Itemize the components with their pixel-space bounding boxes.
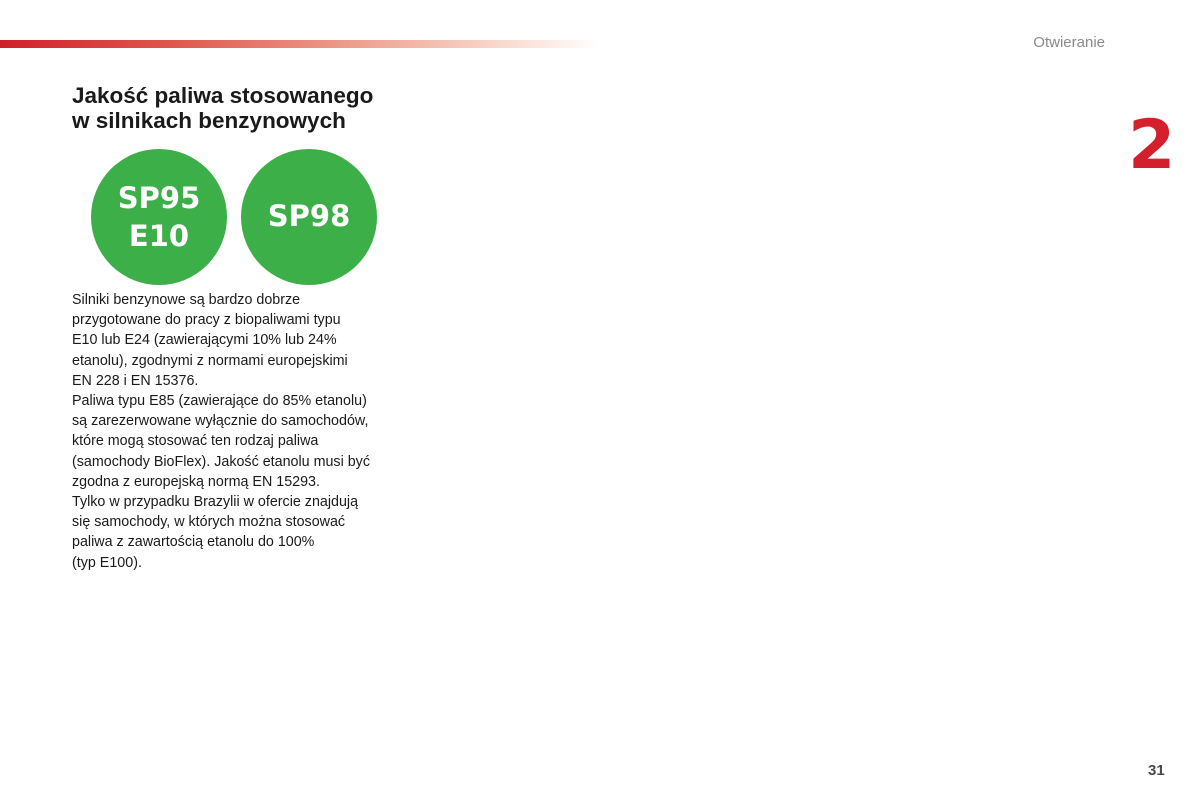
body-line: paliwa z zawartością etanolu do 100%: [72, 534, 315, 551]
body-line: EN 228 i EN 15376.: [72, 372, 199, 389]
fuel-badge-sp98: [241, 149, 377, 285]
section-label: Otwieranie: [1033, 34, 1105, 51]
header-accent-bar: [0, 40, 600, 48]
body-line: (samochody BioFlex). Jakość etanolu musi być: [72, 453, 370, 470]
page-number: 31: [1148, 762, 1165, 779]
body-line: które mogą stosować ten rodzaj paliwa: [72, 433, 319, 450]
fuel-badge-label: E10: [128, 219, 190, 253]
body-line: są zarezerwowane wyłącznie do samochodów,: [72, 413, 369, 430]
body-line: Paliwa typu E85 (zawierające do 85% etanolu): [72, 393, 367, 410]
body-line: (typ E100).: [72, 554, 142, 571]
body-line: zgodna z europejską normą EN 15293.: [72, 473, 320, 490]
body-line: się samochody, w których można stosować: [72, 514, 346, 531]
page-title-line: Jakość paliwa stosowanego: [72, 83, 374, 108]
fuel-badge-label: SP95: [117, 181, 201, 215]
fuel-badge-label: SP98: [267, 199, 351, 233]
page-title-line: w silnikach benzynowych: [72, 108, 346, 133]
fuel-badge-sp95-e10: [91, 149, 227, 285]
page-title: [72, 83, 432, 133]
body-line: przygotowane do pracy z biopaliwami typu: [72, 312, 341, 329]
body-line: E10 lub E24 (zawierającymi 10% lub 24%: [72, 332, 337, 349]
body-line: etanolu), zgodnymi z normami europejskimi: [72, 352, 348, 369]
chapter-number: 2: [1128, 106, 1176, 185]
body-line: Tylko w przypadku Brazylii w ofercie znajdują: [72, 494, 359, 511]
body-line: Silniki benzynowe są bardzo dobrze: [72, 292, 301, 308]
body-paragraph: [72, 290, 412, 573]
